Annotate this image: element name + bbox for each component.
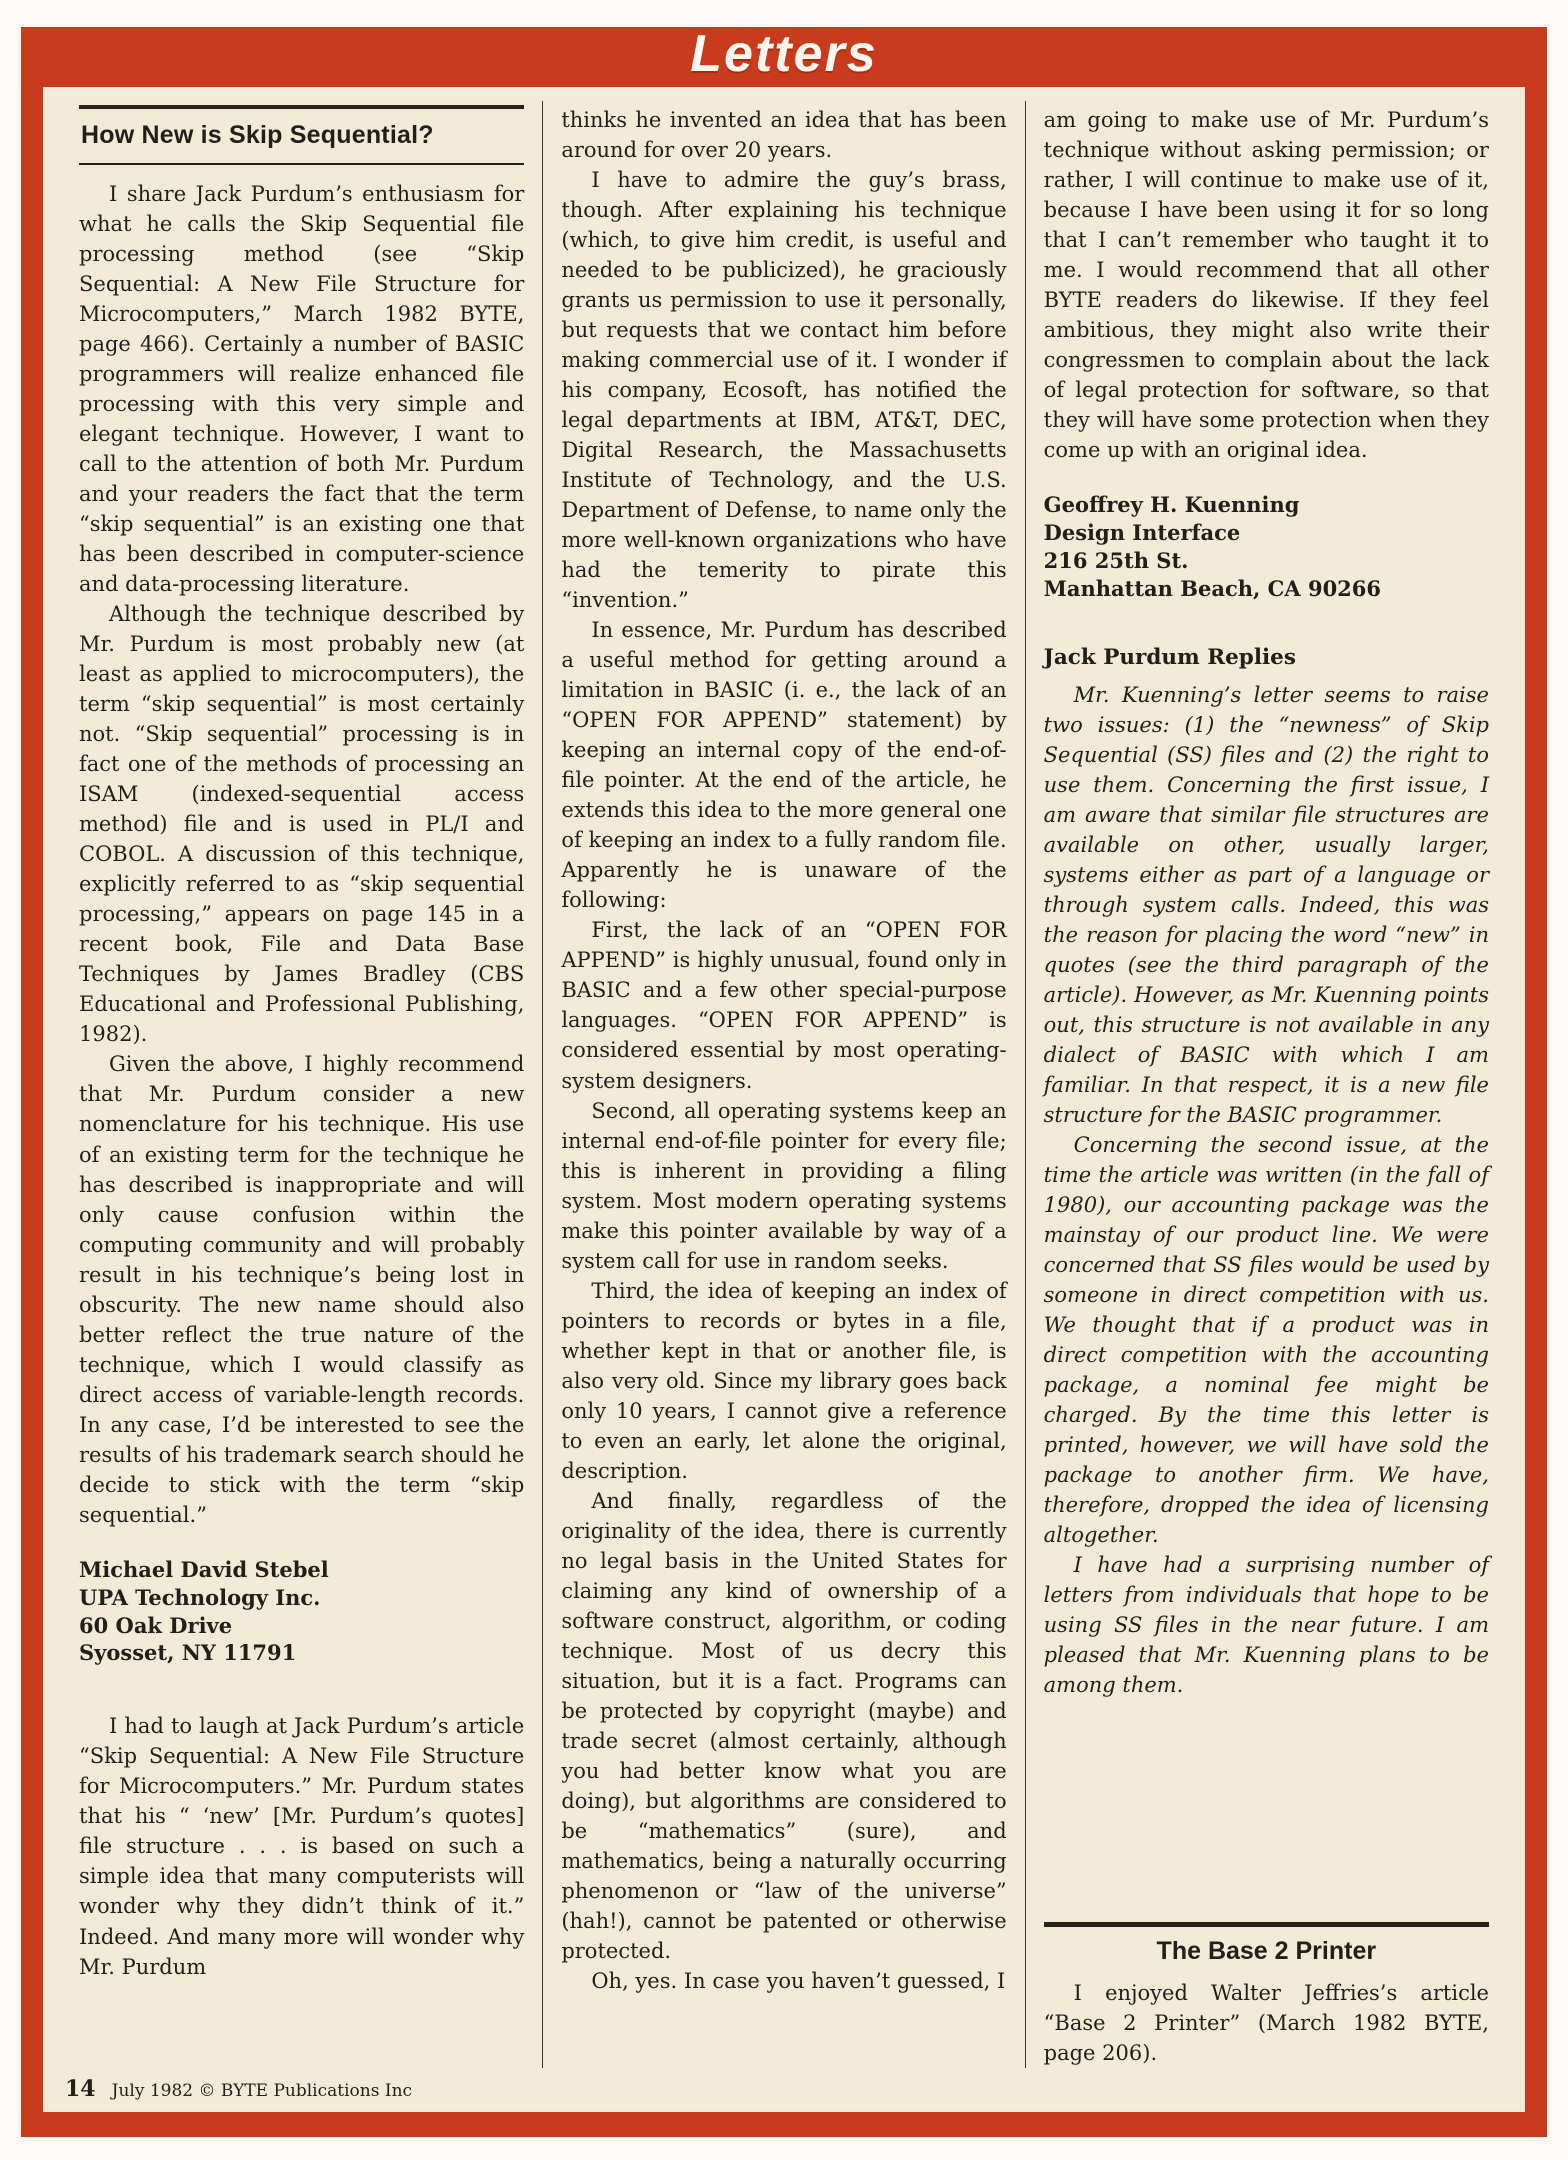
signature-org: Design Interface (1043, 520, 1241, 546)
paragraph: I share Jack Purdum’s enthusiasm for what he calls the Skip Sequential file processing method (see “Skip Sequential: A New File Structure for Microcomputers,” March 1982 BYTE, page 466). Certainly a number of BASIC programmers will realize enhanced file processing with this very simple and elegant technique. However, I want to call to the attention of both Mr. Purdum and your readers the fact that the term “skip sequential” is an existing one that has been described in computer-science and data-processing literature. (79, 182, 525, 597)
signature-org: UPA Technology Inc. (79, 1584, 321, 1610)
signature-address: Syosset, NY 11791 (79, 1640, 297, 1666)
masthead-banner (21, 27, 1547, 87)
column-1 (61, 101, 542, 2068)
paragraph: I had to laugh at Jack Purdum’s article “Skip Sequential: A New File Structure for Microcomputers.” Mr. Purdum states that his “ ‘new’ [Mr. Purdum’s quotes] file structure . . . is based on such a simple idea that many computerists will wonder why they didn’t think of it.” Indeed. And many more will wonder why Mr. Purdum (79, 1714, 525, 1979)
paragraph: In essence, Mr. Purdum has described a useful method for getting around a limitation in BASIC (i. e., the lack of an “OPEN FOR APPEND” statement) by keeping an internal copy of the end-of-file pointer. At the end of the article, he extends this idea to the more general one of keeping an index to a fully random file. Apparently he is unaware of the following: (561, 618, 1007, 913)
signature-name: Geoffrey H. Kuenning (1043, 492, 1300, 518)
paragraph: And finally, regardless of the originality of the idea, there is currently no legal basis in the United States for claiming any kind of ownership of a software construct, algorithm, or coding technique. Most of us decry this situation, but it is a fact. Programs can be protected by copyright (maybe) and trade secret (almost certainly, although you had better know what you are doing), but algorithms are considered to be “mathematics” (sure), and mathematics, being a naturally occurring phenomenon or “law of the universe” (hah!), cannot be patented or otherwise protected. (561, 1488, 1007, 1963)
paragraph: I have to admire the guy’s brass, though. After explaining his technique (which, to give him credit, is useful and needed to be publicized), he graciously grants us permission to use it personally, but requests that we contact him before making commercial use of it. I wonder if his company, Ecosoft, has notified the legal departments at IBM, AT&T, DEC, Digital Research, the Massachusetts Institute of Technology, and the U.S. Department of Defense, to name only the more well-known organizations who have had the temerity to pirate this “invention.” (561, 168, 1007, 613)
column-3 (1025, 101, 1507, 2068)
paragraph: am going to make use of Mr. Purdum’s technique without asking permission; or rather, I will continue to make use of it, because I have been using it for so long that I can’t remember who taught it to me. I would recommend that all other BYTE readers do likewise. If they feel ambitious, they might also write their congressmen to complain about the lack of legal protection for software, so that they will have some protection when they come up with an original idea. (1043, 108, 1489, 463)
paragraph: Second, all operating systems keep an internal end-of-file pointer for every file; this is inherent in providing a filing system. Most modern operating systems make this pointer available by way of a system call for use in random seeks. (561, 1098, 1007, 1273)
page-frame (21, 27, 1547, 2137)
paragraph: Although the technique described by Mr. Purdum is most probably new (at least as applied to microcomputers), the term “skip sequential” is most certainly not. “Skip sequential” processing is in fact one of the methods of processing an ISAM (indexed-sequential access method) file and is used in PL/I and COBOL. A discussion of this technique, explicitly referred to as “skip sequential processing,” appears on page 145 in a recent book, File and Data Base Techniques by James Bradley (CBS Educational and Professional Publishing, 1982). (79, 602, 525, 1047)
section-title: Letters (690, 25, 878, 83)
section-divider (1044, 1922, 1489, 1927)
letter-heading: How New is Skip Sequential? (79, 105, 524, 165)
paragraph: Oh, yes. In case you haven’t guessed, I (591, 1968, 1006, 1993)
paragraph: I enjoyed Walter Jeffries’s article “Base 2 Printer” (March 1982 BYTE, page 206). (1043, 1980, 1489, 2065)
paragraph: Given the above, I highly recommend that Mr. Purdum consider a new nomenclature for his technique. His use of an existing term for the technique he has described is inappropriate and will only cause confusion within the computing community and will probably result in his technique’s being lost in obscurity. The new name should also better reflect the true nature of the technique, which I would classify as direct access of variable-length records. In any case, I’d be interested to see the results of his trademark search should he decide to stick with the term “skip sequential.” (79, 1052, 525, 1527)
signature-address: 60 Oak Drive (79, 1612, 233, 1638)
signature-block (1044, 491, 1489, 603)
publication-credit: July 1982 © BYTE Publications Inc (111, 2081, 413, 2101)
column-2 (542, 101, 1024, 2068)
signature-address: Manhattan Beach, CA 90266 (1043, 575, 1382, 601)
paragraph: Third, the idea of keeping an index of pointers to records or bytes in a file, whether kept in that or another file, is also very old. Since my library goes back only 10 years, I cannot give a reference to even an early, let alone the original, description. (561, 1278, 1007, 1483)
signature-address: 216 25th St. (1043, 548, 1189, 574)
signature-name: Michael David Stebel (79, 1556, 329, 1582)
paragraph: First, the lack of an “OPEN FOR APPEND” is highly unusual, found only in BASIC and a few other special-purpose languages. “OPEN FOR APPEND” is considered essential by most operating-system designers. (561, 918, 1007, 1093)
next-article-section (1044, 1914, 1489, 2068)
reply-heading: Jack Purdum Replies (1043, 644, 1296, 670)
page-number: 14 (65, 2076, 96, 2102)
paragraph: thinks he invented an idea that has been around for over 20 years. (561, 108, 1007, 163)
page-body (43, 87, 1525, 2112)
signature-block (79, 1556, 524, 1668)
text-columns (61, 101, 1507, 2068)
paragraph: Concerning the second issue, at the time the article was written (in the fall of 1980), our accounting package was the mainstay of our product line. We were concerned that SS files would be used by someone in direct competition with us. We thought that if a product was in direct competition with the accounting package, a nominal fee might be charged. By the time this letter is printed, however, we will have sold the package to another firm. We have, therefore, dropped the idea of licensing altogether. (1043, 1133, 1489, 1548)
paragraph: I have had a surprising number of letters from individuals that hope to be using SS files in the near future. I am pleased that Mr. Kuenning plans to be among them. (1043, 1553, 1489, 1698)
page-footer (61, 2068, 1507, 2108)
article-heading: The Base 2 Printer (1156, 1936, 1377, 1965)
paragraph: Mr. Kuenning’s letter seems to raise two issues: (1) the “newness” of Skip Sequential (SS) files and (2) the right to use them. Concerning the first issue, I am aware that similar file structures are available on other, usually larger, systems either as part of a language or through system calls. Indeed, this was the reason for placing the word “new” in quotes (see the third paragraph of the article). However, as Mr. Kuenning points out, this structure is not available in any dialect of BASIC with which I am familiar. In that respect, it is a new file structure for the BASIC programmer. (1043, 682, 1489, 1128)
